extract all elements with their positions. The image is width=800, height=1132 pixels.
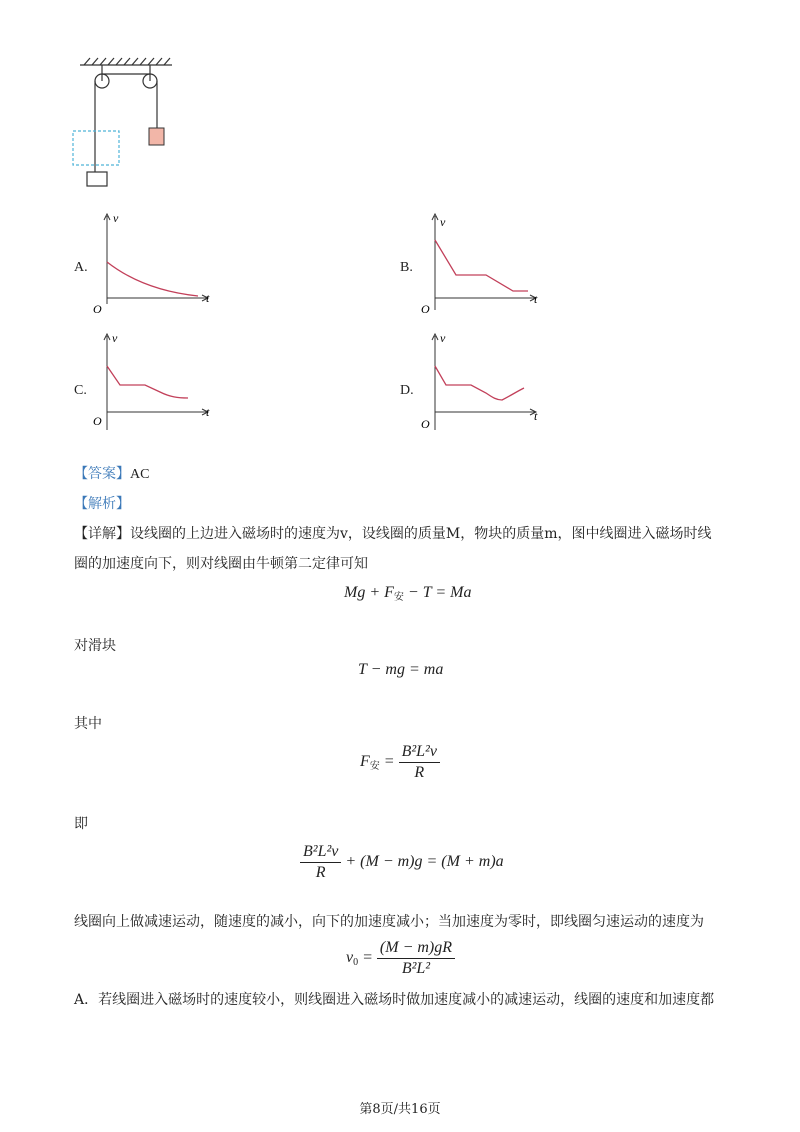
axis-v-a: v [113,211,119,225]
axis-t-d: t [534,409,538,423]
answer-value: AC [130,467,150,482]
axis-v-d: v [440,331,446,345]
graph-c [90,330,220,435]
decel-text: 线圈向上做减速运动，随速度的减小，向下的加速度减小；当加速度为零时，即线圈匀速运动的速度为 [74,914,704,930]
formula-newton-coil: $Mg + F_安 - T = Ma$ [344,584,472,603]
origin-b: O [421,302,430,315]
graph-d [418,330,548,435]
slider-text: 对滑块 [74,638,116,654]
origin-d: O [421,417,430,431]
axis-t-a: t [206,291,210,305]
analysis-line: 【解析】 [74,496,130,512]
axis-t-c: t [206,405,210,419]
ie-text: 即 [74,816,88,832]
magnetic-field-region [73,131,119,165]
formula-ampere-force: $F_安$ = $\frac{\text{B²L²v}}{R}$ [360,742,440,783]
axis-v-b: v [440,215,446,229]
option-d-label: D. [400,383,414,398]
option-a-label: A. [74,260,88,275]
slider-block [149,128,164,145]
pulley-diagram [70,55,190,195]
option-b-label: B. [400,260,413,275]
curve-d [435,366,524,400]
origin-c: O [93,414,102,428]
analysis-tag: 解析 [88,496,116,512]
option-c-label: C. [74,383,87,398]
formula-terminal-velocity: $v_0$ = $\frac{(M - m)gR}{\text{B²L²}}$ [346,938,455,979]
curve-b [435,240,528,291]
axis-v-c: v [112,331,118,345]
origin-a: O [93,302,102,315]
page-footer: 第8页/共16页 [359,1102,441,1117]
option-a-explanation: A．若线圈进入磁场时的速度较小，则线圈进入磁场时做加速度减小的减速运动，线圈的速度和加速度都 [74,992,715,1008]
curve-a [107,262,198,296]
answer-tag: 答案 [88,466,116,482]
axis-t-b: t [534,292,538,306]
formula-combined: $\frac{\text{B²L²v}}{R}$ + (M − m)g = (M + m)a [300,842,504,883]
detail-line-2: 圈的加速度向下，则对线圈由牛顿第二定律可知 [74,556,368,572]
graph-a [90,210,220,315]
graph-b [418,210,548,315]
coil-block [87,172,107,186]
formula-newton-slider: T − mg = ma [358,661,444,678]
detail-line-1: 【详解】设线圈的上边进入磁场时的速度为v，设线圈的质量M，物块的质量m，图中线圈进入磁场时线 [74,526,712,542]
among-text: 其中 [74,716,102,732]
answer-line: 【答案】AC [74,466,150,482]
curve-c [107,366,188,398]
